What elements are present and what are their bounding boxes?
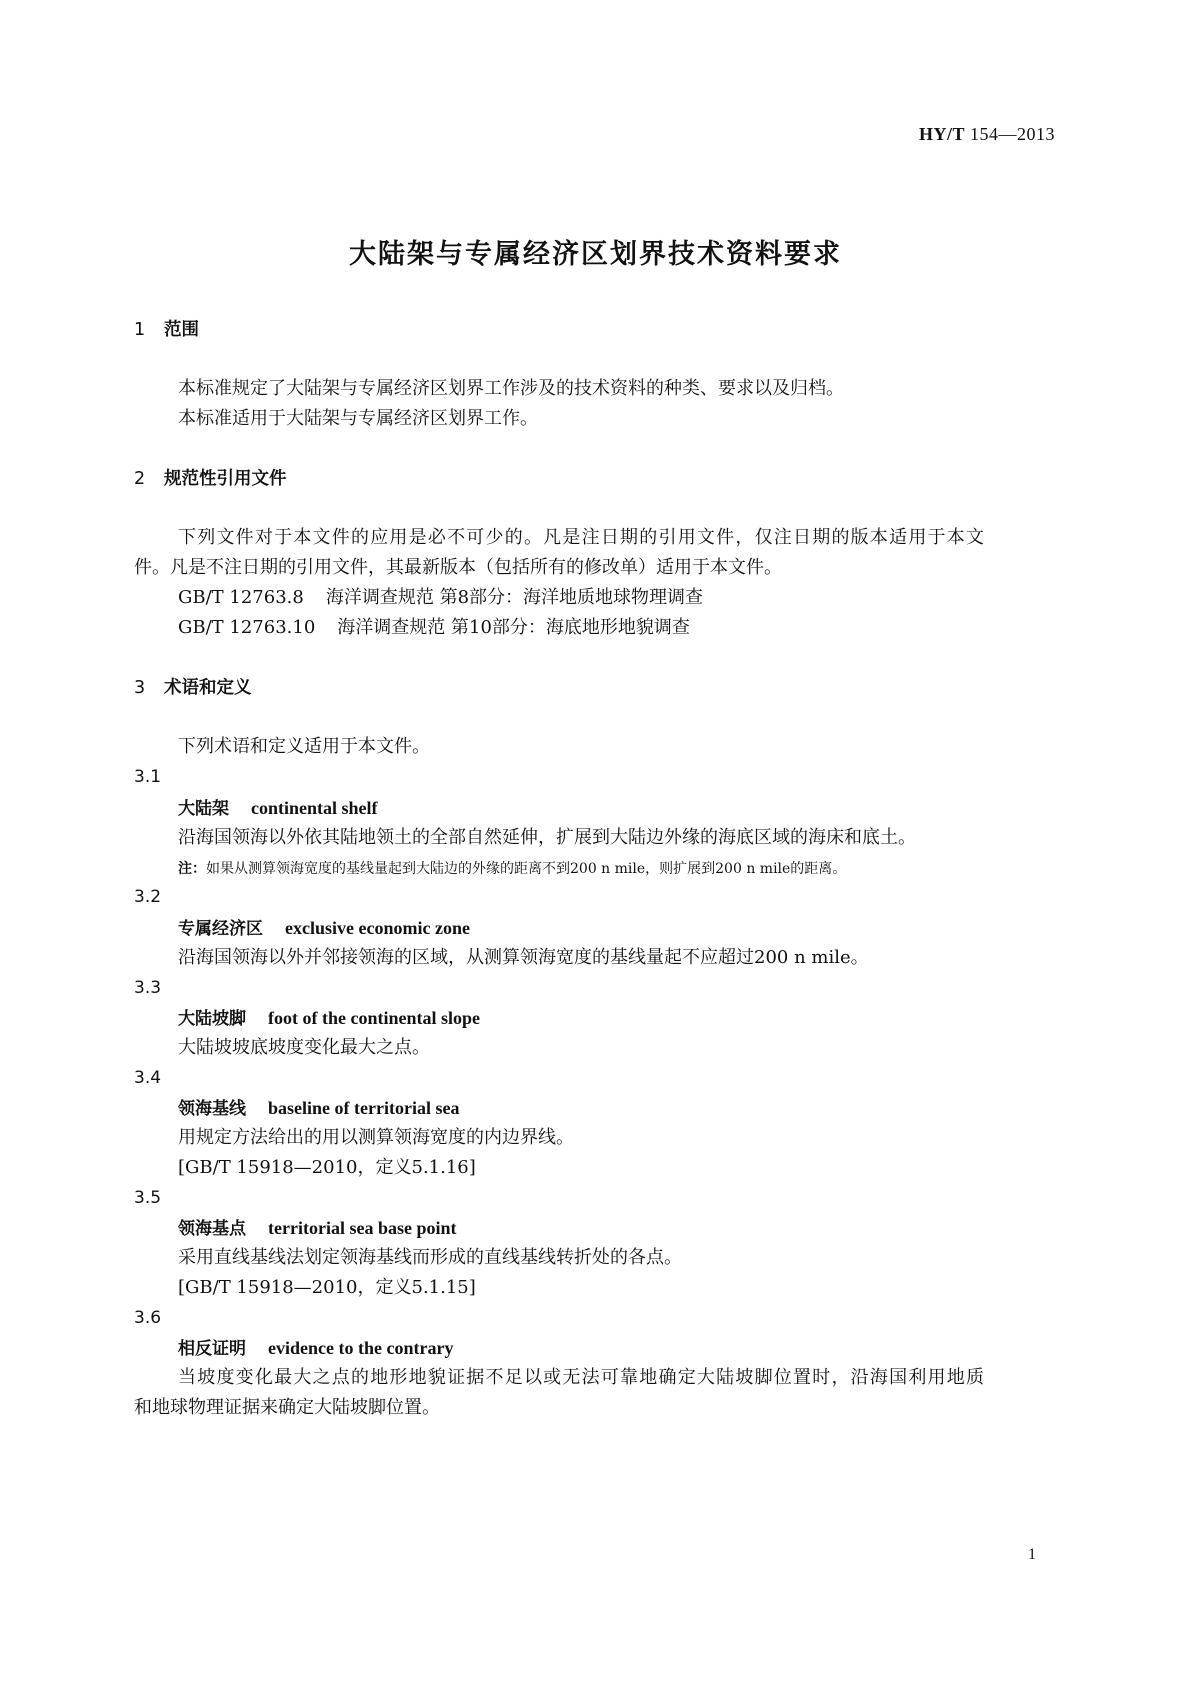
term-zh: 领海基线 xyxy=(178,1099,246,1119)
section-number: 1 xyxy=(134,320,146,340)
term-zh: 大陆坡脚 xyxy=(178,1009,246,1029)
term-source: [GB/T 15918—2010，定义5.1.15] xyxy=(178,1277,476,1298)
clause-number: 3.5 xyxy=(134,1188,162,1208)
note-text: 如果从测算领海宽度的基线量起到大陆边的外缘的距离不到200 n mile，则扩展到200 n mile的距离。 xyxy=(206,861,847,877)
term-source: [GB/T 15918—2010，定义5.1.16] xyxy=(178,1157,476,1178)
paragraph: 本标准规定了大陆架与专属经济区划界工作涉及的技术资料的种类、要求以及归档。 xyxy=(178,378,844,399)
section-title: 术语和定义 xyxy=(164,678,252,698)
term-definition: 沿海国领海以外依其陆地领土的全部自然延伸，扩展到大陆边外缘的海底区域的海床和底土。 xyxy=(178,827,916,848)
clause-number: 3.4 xyxy=(134,1068,162,1088)
term-zh: 相反证明 xyxy=(178,1339,246,1359)
term-entry xyxy=(178,1006,480,1031)
term-en: exclusive economic zone xyxy=(285,918,470,938)
paragraph: 本标准适用于大陆架与专属经济区划界工作。 xyxy=(178,408,538,429)
paragraph-continuation: 件。凡是不注日期的引用文件，其最新版本（包括所有的修改单）适用于本文件。 xyxy=(134,557,782,578)
normative-reference xyxy=(178,586,703,610)
section-heading-1 xyxy=(134,318,199,342)
term-definition: 用规定方法给出的用以测算领海宽度的内边界线。 xyxy=(178,1127,574,1148)
clause-number: 3.6 xyxy=(134,1308,162,1328)
clause-number: 3.3 xyxy=(134,978,162,998)
term-entry xyxy=(178,796,378,821)
section-title: 规范性引用文件 xyxy=(164,469,287,489)
section-number: 3 xyxy=(134,678,146,698)
reference-title: 海洋调查规范 第10部分：海底地形地貌调查 xyxy=(337,617,690,638)
section-heading-3 xyxy=(134,676,252,700)
clause-number: 3.1 xyxy=(134,767,162,787)
standard-prefix: HY/T xyxy=(918,124,965,144)
section-heading-2 xyxy=(134,467,287,491)
term-definition: 沿海国领海以外并邻接领海的区域，从测算领海宽度的基线量起不应超过200 n mile。 xyxy=(178,947,869,968)
term-en: territorial sea base point xyxy=(268,1218,457,1238)
term-entry xyxy=(178,1216,456,1241)
reference-title: 海洋调查规范 第8部分：海洋地质地球物理调查 xyxy=(325,587,704,608)
standard-code xyxy=(919,124,1055,145)
clause-number: 3.2 xyxy=(134,887,162,907)
term-zh: 领海基点 xyxy=(178,1219,246,1239)
term-entry xyxy=(178,1336,453,1361)
standard-number: 154—2013 xyxy=(970,124,1055,144)
reference-code: GB/T 12763.10 xyxy=(178,617,316,638)
term-definition: 采用直线基线法划定领海基线而形成的直线基线转折处的各点。 xyxy=(178,1247,682,1268)
normative-reference xyxy=(178,616,690,640)
term-zh: 大陆架 xyxy=(178,799,229,819)
term-en: foot of the continental slope xyxy=(268,1008,480,1028)
note-label: 注： xyxy=(178,861,206,877)
term-note xyxy=(178,857,846,881)
term-definition: 当坡度变化最大之点的地形地貌证据不足以或无法可靠地确定大陆坡脚位置时，沿海国利用地质 xyxy=(178,1367,984,1388)
term-entry xyxy=(178,916,470,941)
reference-code: GB/T 12763.8 xyxy=(178,587,304,608)
paragraph: 下列术语和定义适用于本文件。 xyxy=(178,736,430,757)
term-definition: 大陆坡坡底坡度变化最大之点。 xyxy=(178,1037,430,1058)
term-zh: 专属经济区 xyxy=(178,919,263,939)
document-title: 大陆架与专属经济区划界技术资料要求 xyxy=(349,239,842,270)
term-definition-continuation: 和地球物理证据来确定大陆坡脚位置。 xyxy=(134,1397,440,1418)
term-en: continental shelf xyxy=(251,798,378,818)
term-en: baseline of territorial sea xyxy=(268,1098,460,1118)
section-number: 2 xyxy=(134,469,146,489)
term-en: evidence to the contrary xyxy=(268,1338,454,1358)
term-entry xyxy=(178,1096,459,1121)
paragraph: 下列文件对于本文件的应用是必不可少的。凡是注日期的引用文件，仅注日期的版本适用于本文 xyxy=(178,527,984,548)
section-title: 范围 xyxy=(164,320,199,340)
page-number: 1 xyxy=(1028,1546,1036,1563)
